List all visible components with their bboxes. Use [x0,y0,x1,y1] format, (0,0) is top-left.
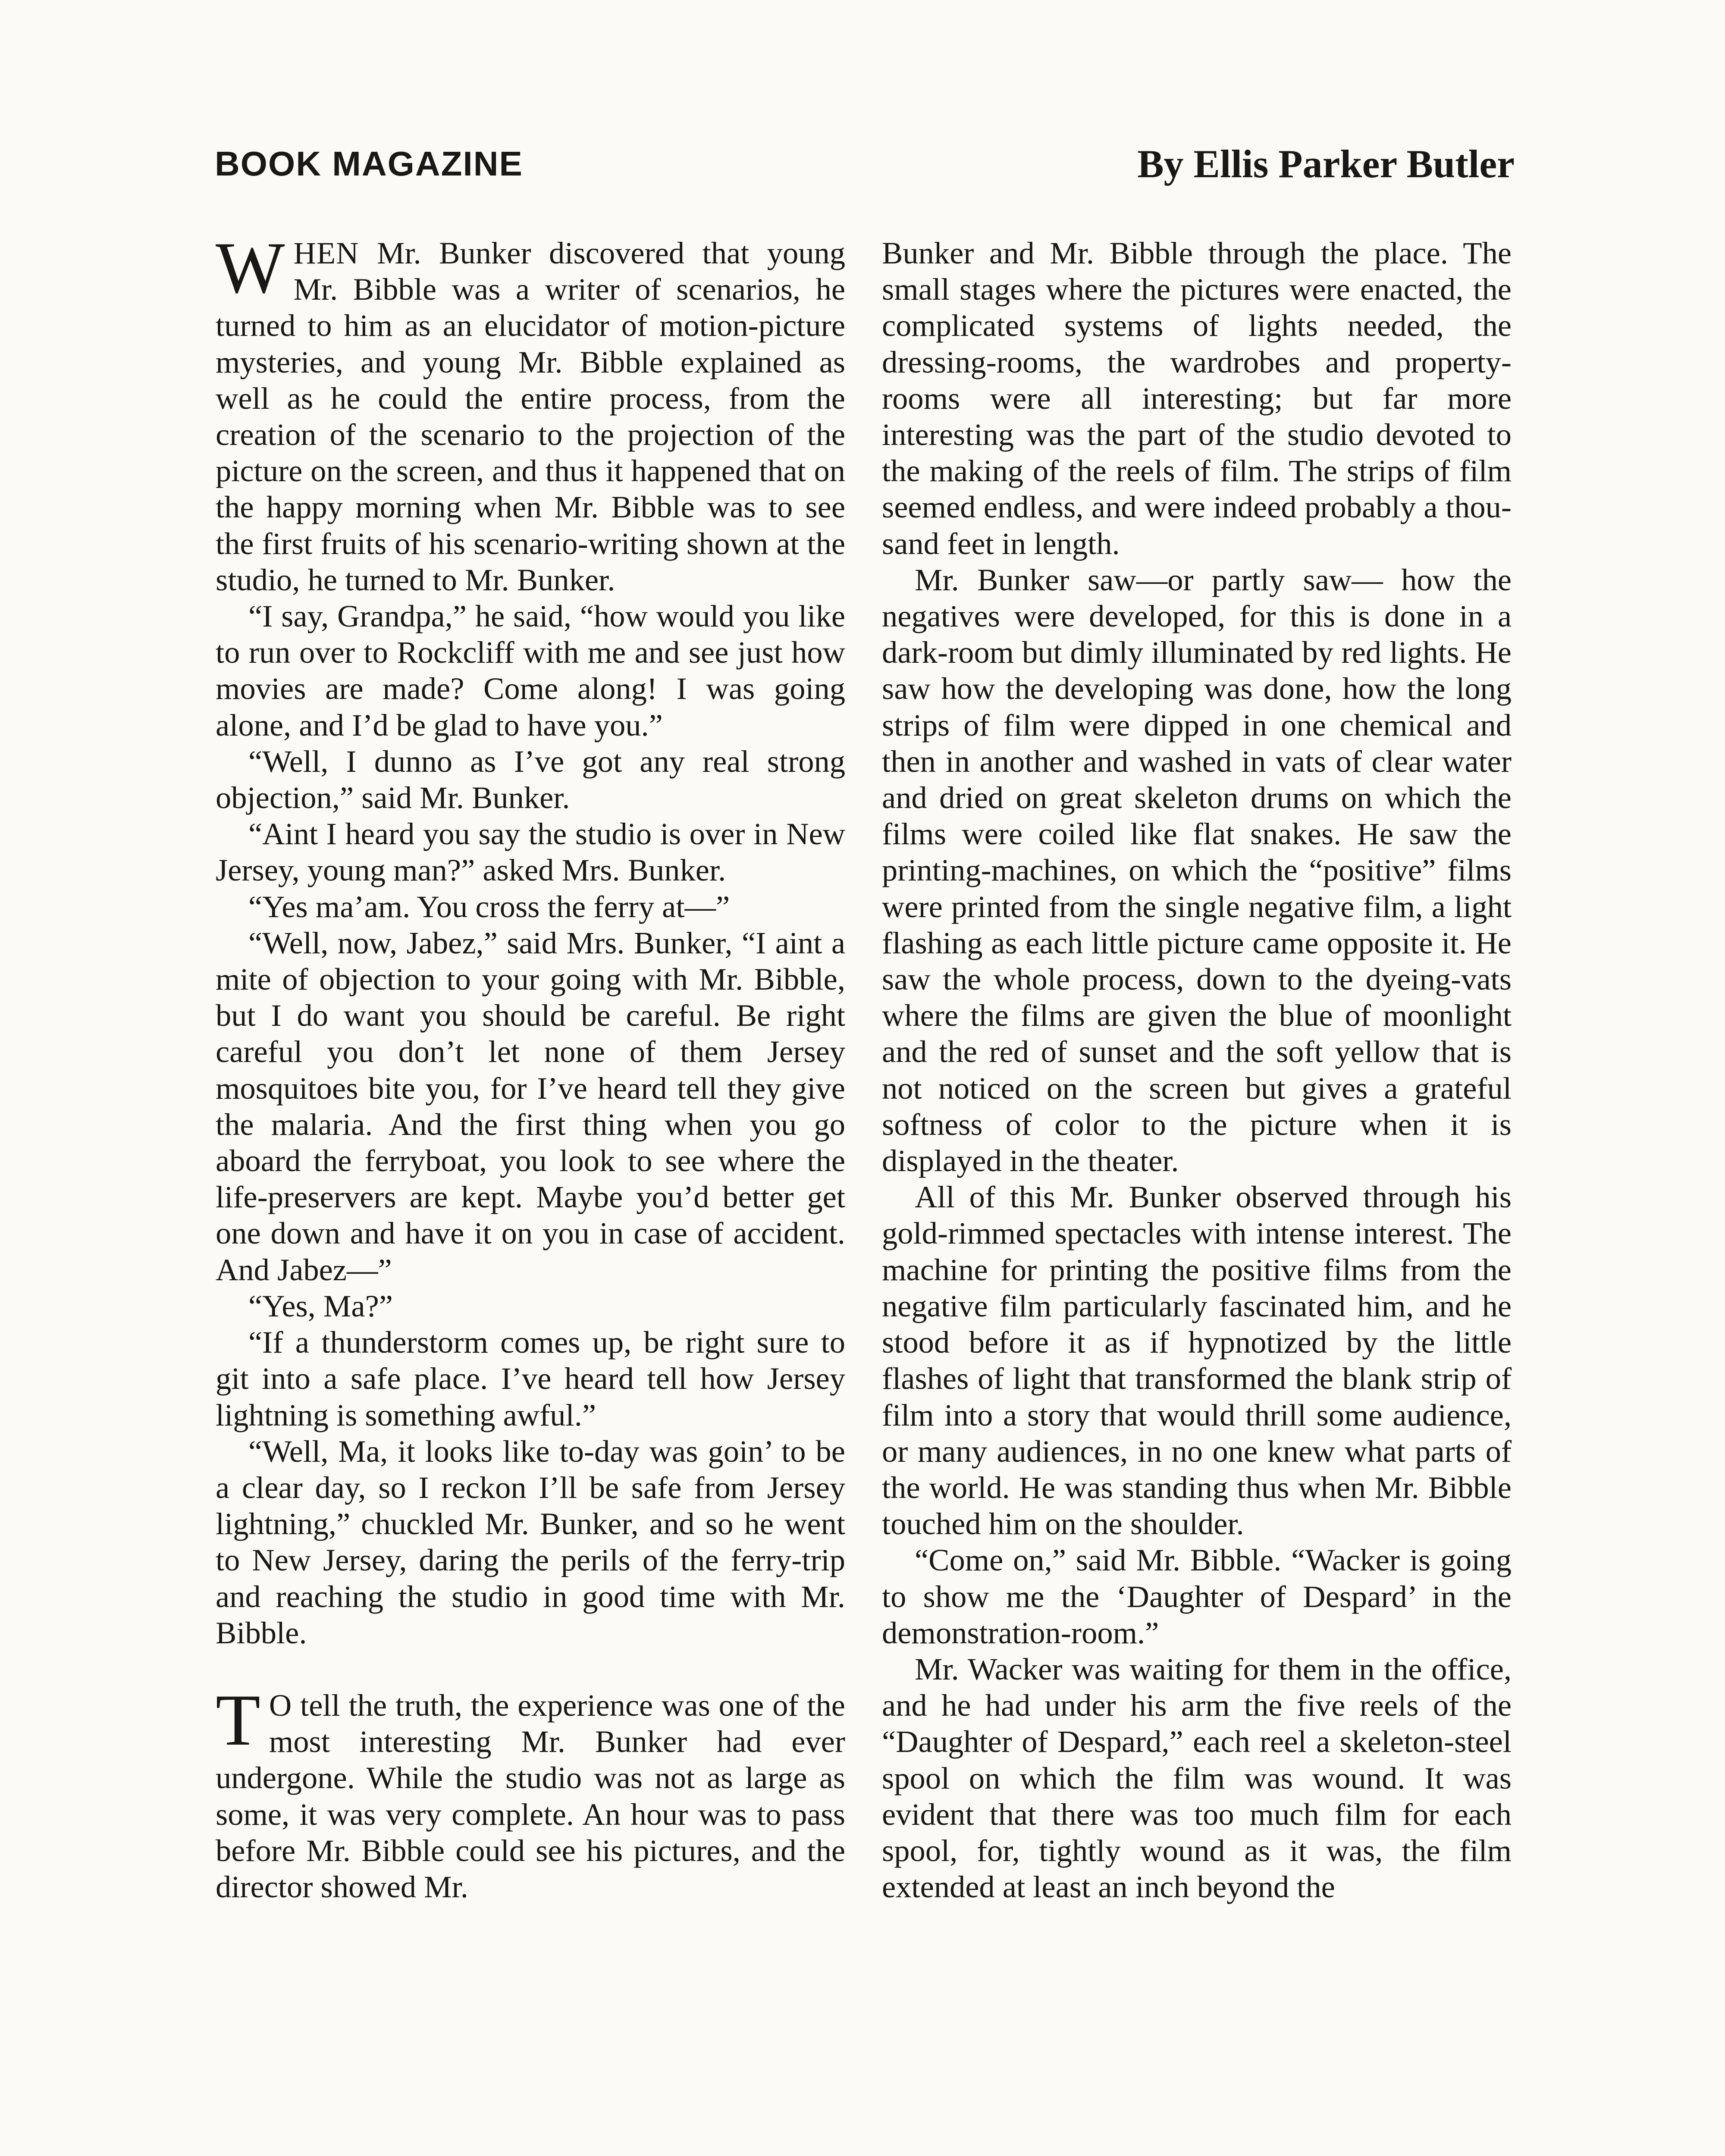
paragraph: “Aint I heard you say the studio is over in New Jersey, young man?” asked Mrs. Bunker. [216,816,845,888]
paragraph: “Well, now, Jabez,” said Mrs. Bunker, “I aint a mite of objection to your going with Mr. Bibble, but I do want you should be careful. Be right careful you don’t let none of them Jersey mosquitoes bite you, for I’ve heard tell they give the malaria. And the first thing when you go aboard the ferryboat, you look to see where the life-preservers are kept. Maybe you’d better get one down and have it on you in case of accident. And Jabez—” [216,925,845,1287]
author-byline: By Ellis Parker Butler [1137,142,1515,186]
left-column [216,227,845,1905]
paragraph: All of this Mr. Bunker observed through his gold-rimmed spectacles with intense interest. The machine for printing the positive films from the negative film particularly fascinated him, and he stood before it as if hypnotized by the little flashes of light that transformed the blank strip of film into a story that would thrill some audience, or many audiences, in no one knew what parts of the world. He was standing thus when Mr. Bibble touched him on the shoulder. [882,1179,1512,1542]
drop-cap: W [216,227,285,308]
paragraph: “If a thunderstorm comes up, be right sure to git into a safe place. I’ve heard tell how Jersey lightning is something awful.” [216,1325,845,1432]
paragraph: Mr. Wacker was waiting for them in the office, and he had under his arm the five reels of the “Daughter of Despard,” each reel a skeleton-steel spool on which the film was wound. It was evident that there was too much film for each spool, for, tightly wound as it was, the film extended at least an inch beyond the [882,1651,1512,1905]
paragraph-text: Mr. Bunker discovered that young Mr. Bibble was a writer of scenarios, he turned to him as an elucidator of motion-picture mysteries, and young Mr. Bibble explained as well as he could the entire process, from the creation of the scenario to the projection of the picture on the screen, and thus it happened that on the happy morning when Mr. Bibble was to see the first fruits of his scenario-writing shown at the studio, he turned to Mr. Bunker. [216,235,845,597]
paragraph: “Yes, Ma?” [248,1288,393,1323]
paragraph: Bunker and Mr. Bibble through the place. The small stages where the pictures were enacted, the complicated systems of lights needed, the dressing-rooms, the wardrobes and property-rooms were all interesting; but far more interesting was the part of the studio devoted to the making of the reels of film. The strips of film seemed endless, and were indeed probably a thousand feet in length. [882,235,1512,561]
drop-cap: T [216,1679,260,1761]
page-header [0,142,1725,203]
magazine-title: BOOK MAGAZINE [215,144,523,183]
opening-smallcaps: HEN [293,235,359,270]
paragraph: “Come on,” said Mr. Bibble. “Wacker is going to show me the ‘Daughter of Despard’ in the demonstration-room.” [882,1542,1512,1650]
paragraph: Mr. Bunker saw—or partly saw— how the negatives were developed, for this is done in a dark-room but dimly illuminated by red lights. He saw how the developing was done, how the long strips of film were dipped in one chemical and then in another and washed in vats of clear water and dried on great skeleton drums on which the films were coiled like flat snakes. He saw the printing-machines, on which the “positive” films were printed from the single negative film, a light flashing as each little picture came opposite it. He saw the whole process, down to the dyeing-vats where the films are given the blue of moonlight and the red of sunset and the soft yellow that is not noticed on the screen but gives a grateful softness of color to the picture when it is displayed in the theater. [882,562,1512,1178]
paragraph: “Yes ma’am. You cross the ferry at—” [248,889,730,924]
paragraph: “I say, Grandpa,” he said, “how would you like to run over to Rockcliff with me and see just how movies are made? Come along! I was going alone, and I’d be glad to have you.” [216,599,845,743]
paragraph-text: O tell the truth, the experience was one of the most interesting Mr. Bunker had ever undergone. While the studio was not as large as some, it was very complete. An hour was to pass before Mr. Bibble could see his pictures, and the director showed Mr. [216,1687,845,1904]
paragraph [216,227,845,598]
paragraph: “Well, Ma, it looks like to-day was goin’ to be a clear day, so I reckon I’ll be safe from Jersey lightning,” chuckled Mr. Bunker, and so he went to New Jersey, daring the perils of the ferry-trip and reaching the studio in good time with Mr. Bibble. [216,1433,845,1650]
right-column [882,235,1512,1905]
paragraph [216,1679,845,1905]
paragraph: “Well, I dunno as I’ve got any real strong objection,” said Mr. Bunker. [216,743,845,815]
